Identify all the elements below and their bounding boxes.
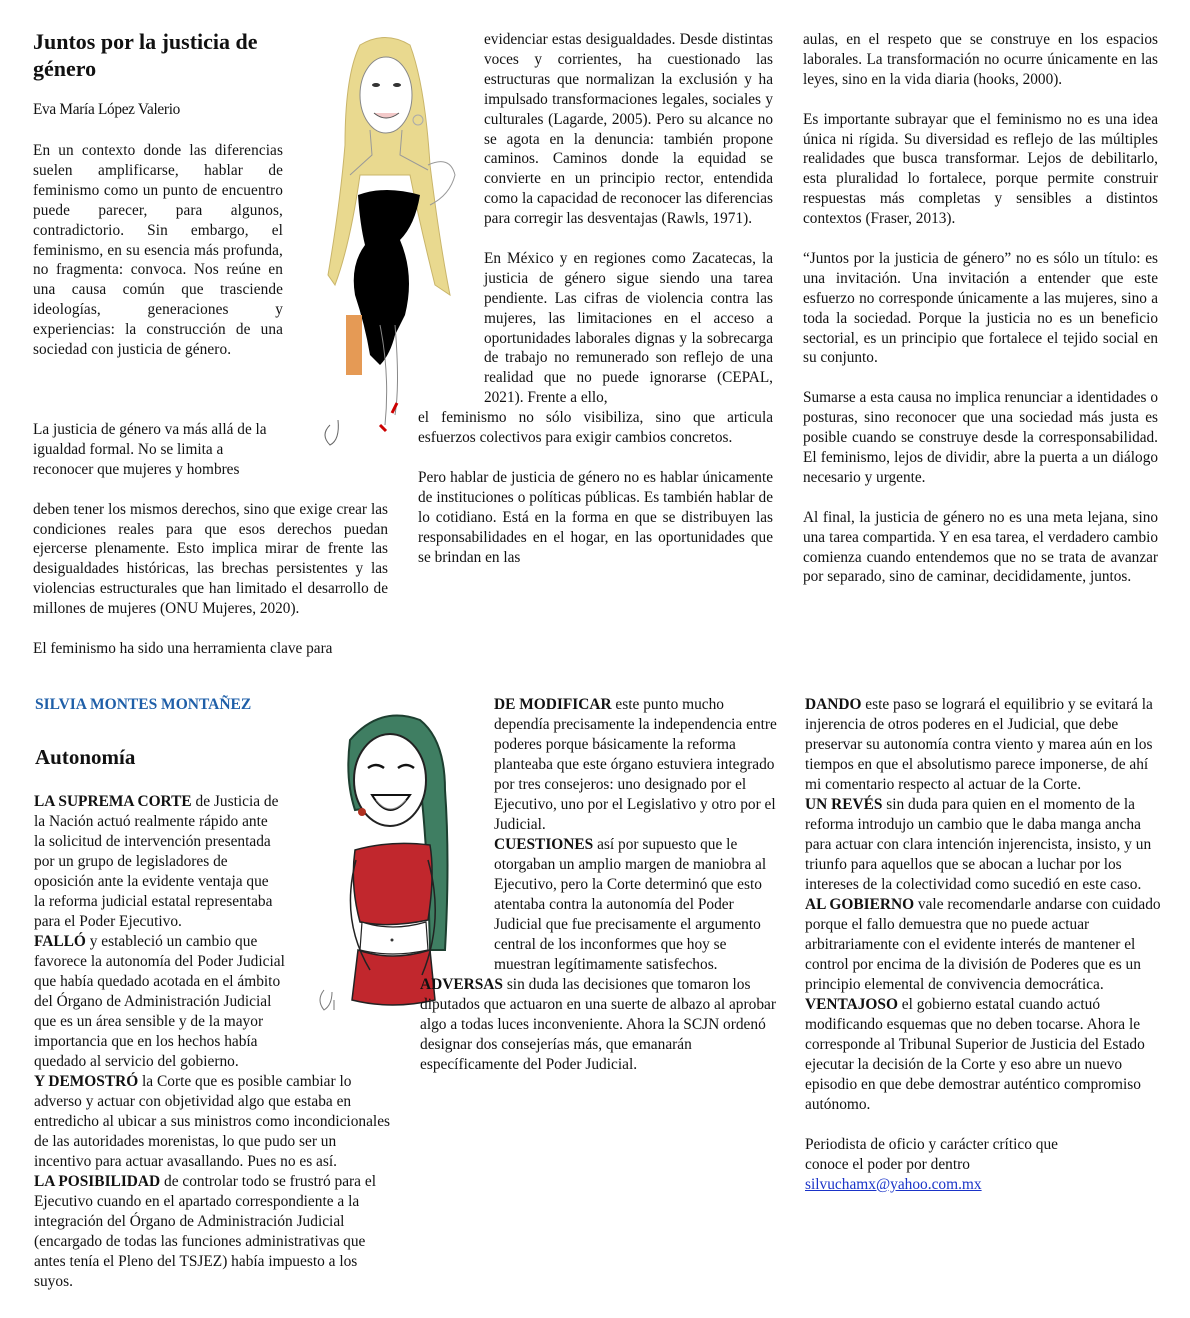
columnist-name: SILVIA MONTES MONTAÑEZ <box>35 696 252 713</box>
paragraph: La justicia de género va más allá de la igualdad formal. No se limita a reconocer que mujeres y hombres <box>33 421 267 478</box>
paragraph: En un contexto donde las diferencias suelen amplificarse, hablar de feminismo como un punto de encuentro puede parecer, para algunos, contradictorio. Sin embargo, el feminismo, en su esencia más profunda, no fragmenta: convoca. Nos reúne en una causa común que trasciende ideologías, generaciones y experiencias: la construcción de una sociedad con justicia de género. <box>33 142 283 359</box>
paragraph-text: sin duda para quien en el momento de la reforma introdujo un cambio que le daba manga ancha para actuar con clara intención injerencista, insisto, y un triunfo para aquellos que se abocan a luchar por los intereses de la colectividad como sucedió en este caso. <box>805 796 1152 893</box>
lead-word: Y DEMOSTRÓ <box>34 1073 139 1090</box>
paragraph <box>805 795 1165 895</box>
paragraph <box>34 932 294 1072</box>
paragraph-text: sin duda las decisiones que tomaron los diputados que actuaron en una suerte de albazo al aprobar algo a todas luces inconveniente. Ahora la SCJN ordenó designar dos consejerías más, que emanarán específicamente del Poder Judicial. <box>420 976 776 1073</box>
article1-column-1-lower <box>33 420 388 679</box>
bio-line: Periodista de oficio y carácter crítico que <box>805 1136 1058 1153</box>
paragraph <box>805 695 1165 795</box>
author-email-link[interactable]: silvuchamx@yahoo.com.mx <box>805 1176 982 1193</box>
bio-line: conoce el poder por dentro <box>805 1156 970 1173</box>
paragraph: Es importante subrayar que el feminismo no es una idea única ni rígida. Su diversidad es reflejo de las múltiples realidades que busca transformar. Lejos de debilitarlo, esta pluralidad lo fortalece, porque permite construir respuestas más completas y sensibles a distintos contextos (Fraser, 2013). <box>803 110 1158 228</box>
author-bio <box>805 1135 1165 1175</box>
paragraph-text: y estableció un cambio que favorece la autonomía del Poder Judicial que había quedado acotada en el ámbito del Órgano de Administración Judicial que es un área sensible y de la mayor importancia que en los hechos había quedado al servicio del gobierno. <box>34 933 285 1070</box>
column-title: Autonomía <box>35 745 136 769</box>
paragraph: Pero hablar de justicia de género no es hablar únicamente de instituciones o políticas públicas. Es también hablar de lo cotidiano. Está en la forma en que se distribuyen las responsabilidades en el hogar, en las oportunidades que se brindan en las <box>418 468 773 566</box>
paragraph-text: de Justicia de la Nación actuó realmente rápido ante la solicitud de intervención presentada por un grupo de legisladores de oposición ante la evidente ventaja que la reforma judicial estatal representaba para el Poder Ejecutivo. <box>34 793 279 930</box>
paragraph: deben tener los mismos derechos, sino que exige crear las condiciones reales para que esos derechos puedan ejercerse plenamente. Esto implica mirar de frente las desigualdades históricas, las brechas persistentes y las violencias estructurales que han limitado el desarrollo de millones de mujeres (ONU Mujeres, 2020). <box>33 500 388 618</box>
paragraph-text: este punto mucho dependía precisamente la independencia entre poderes porque básicamente la reforma planteaba que este órgano estuviera integrado por tres consejeros: uno designado por el Ejecutivo, uno por el Legislativo y otro por el Judicial. <box>494 696 777 833</box>
lead-word: LA SUPREMA CORTE <box>34 793 192 810</box>
article2-column-3 <box>805 695 1165 1195</box>
article1-column-1 <box>33 141 283 380</box>
lead-word: AL GOBIERNO <box>805 896 915 913</box>
paragraph: evidenciar estas desigualdades. Desde distintas voces y corrientes, ha cuestionado las estructuras que normalizan la exclusión y ha impulsado transformaciones legales, sociales y culturales (Lagarde, 2005). Pero su alcance no se agota en la denuncia: también propone caminos. Caminos donde la equidad se convierte en un principio rector, entendida como la capacidad de reconocer las diferencias para corregir las desventajas (Rawls, 1971). <box>484 31 773 228</box>
paragraph <box>494 835 780 975</box>
paragraph-text: vale recomendarle andarse con cuidado porque el fallo demuestra que no puede actuar arbitrariamente con el evidente interés de mantener el control por encima de la división de Poderes que es un principio elemental de convivencia democrática. <box>805 896 1161 993</box>
paragraph <box>34 792 279 932</box>
paragraph: En México y en regiones como Zacatecas, la justicia de género sigue siendo una tarea pendiente. Las cifras de violencia contra las mujeres, las limitaciones en el acceso a oportunidades laborales dignas y la sobrecarga de trabajo no remunerado son reflejo de una realidad que no puede ignorarse (CEPAL, 2021). Frente a ello, <box>484 249 773 407</box>
paragraph <box>494 695 780 835</box>
article-title: Juntos por la justicia de género <box>33 29 258 81</box>
lead-word: LA POSIBILIDAD <box>34 1173 161 1190</box>
paragraph: el feminismo no sólo visibiliza, sino que articula esfuerzos colectivos para exigir cambios concretos. <box>418 409 773 447</box>
paragraph <box>420 975 780 1075</box>
paragraph: Sumarse a esta causa no implica renunciar a identidades o posturas, sino reconocer que una sociedad más justa es posible cuando se construye desde la corresponsabilidad. El feminismo, lejos de dividir, abre la puerta a un diálogo necesario y urgente. <box>803 389 1158 486</box>
lead-word: ADVERSAS <box>420 976 503 993</box>
lead-word: DANDO <box>805 696 862 713</box>
article2-column-1 <box>34 792 394 1292</box>
paragraph-text: de controlar todo se frustró para el Ejecutivo cuando en el apartado correspondiente a la integración del Órgano de Administración Judicial (encargado de todas las funciones administrativas que antes tenía el Pleno del TSJEZ) había impuesto a los suyos. <box>34 1173 376 1290</box>
paragraph-text: así por supuesto que le otorgaban un amplio margen de maniobra al Ejecutivo, pero la Corte determinó que esto atentaba contra la autonomía del Poder Judicial que fue precisamente el argumento central de los inconformes que hoy se muestran legítimamente satisfechos. <box>494 836 767 973</box>
paragraph: aulas, en el respeto que se construye en los espacios laborales. La transformación no ocurre únicamente en las leyes, sino en la vida diaria (hooks, 2000). <box>803 31 1158 88</box>
paragraph <box>34 1072 394 1172</box>
article1-column-2 <box>418 30 773 587</box>
paragraph: Al final, la justicia de género no es una meta lejana, sino una tarea compartida. Y en esa tarea, el verdadero cambio comienza cuando entendemos que no se trata de avanzar por separado, sino de caminar, decididamente, juntos. <box>803 508 1158 586</box>
paragraph: “Juntos por la justicia de género” no es sólo un título: es una invitación. Una invitación a entender que este esfuerzo no corresponde únicamente a las mujeres, sino a toda la sociedad. Porque la justicia no es un beneficio sectorial, es un principio que fortalece el tejido social en su conjunto. <box>803 249 1158 367</box>
paragraph-text: el gobierno estatal cuando actuó modificando esquemas que no deben tocarse. Ahora le corresponde al Tribunal Superior de Justicia del Estado ejecutar la decisión de la Corte y eso abre un nuevo episodio en que debe demostrar auténtico compromiso autónomo. <box>805 996 1145 1113</box>
paragraph <box>805 895 1165 995</box>
lead-word: FALLÓ <box>34 933 86 950</box>
paragraph: El feminismo ha sido una herramienta clave para <box>33 639 333 657</box>
lead-word: DE MODIFICAR <box>494 696 612 713</box>
paragraph <box>34 1172 394 1292</box>
article-author: Eva María López Valerio <box>33 101 180 118</box>
lead-word: UN REVÉS <box>805 796 883 813</box>
article2-column-2 <box>420 695 780 1075</box>
paragraph-text: la Corte que es posible cambiar lo adverso y actuar con objetividad algo que estaba en entredicho al ubicar a sus ministros como incondicionales de las autoridades morenistas, lo que pudo ser un incentivo para actuar avasallando. Pues no es así. <box>34 1073 391 1170</box>
lead-word: CUESTIONES <box>494 836 594 853</box>
paragraph <box>805 995 1165 1115</box>
paragraph-text: este paso se logrará el equilibrio y se evitará la injerencia de otros poderes en el Judicial, que debe preservar su autonomía contra viento y marea aún en los tiempos en que el absolutismo parece imponerse, de ahí mi comentario respecto al actuar de la Corte. <box>805 696 1153 793</box>
lead-word: VENTAJOSO <box>805 996 898 1013</box>
article1-column-3 <box>803 30 1158 607</box>
